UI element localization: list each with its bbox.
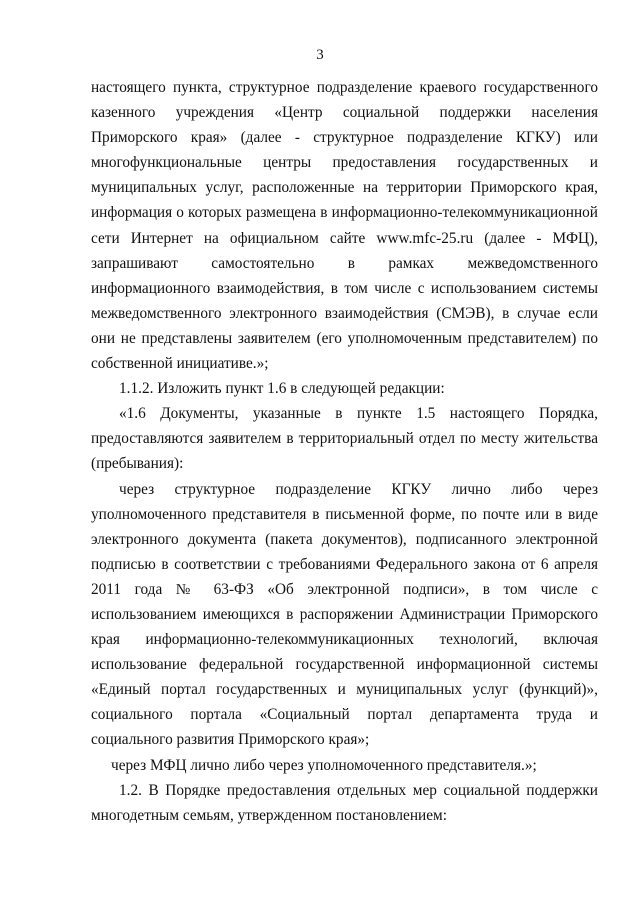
document-body — [91, 75, 598, 828]
paragraph-item-1-1-2: 1.1.2. Изложить пункт 1.6 в следующей редакции: — [119, 380, 445, 398]
paragraph-continuation: настоящего пункта, структурное подразделение краевого государственного казенного учреждения «Центр социальной поддержки населения Приморского края» (далее - структурное подразделение КГКУ) или многофункциональные центры предоставления государственных и муниципальных услуг, расположенные на территории Приморского края, информация о которых размещена в информационно-телекоммуникационной сети Интернет на официальном сайте www.mfc-25.ru (далее - МФЦ), запрашивают самостоятельно в рамках межведомственного информационного взаимодействия, в том числе с использованием системы межведомственного электронного взаимодействия (СМЭВ), в случае если они не представлены заявителем (его уполномоченным представителем) по собственной инициативе.»; — [91, 79, 598, 373]
paragraph-item-1-2: 1.2. В Порядке предоставления отдельных мер социальной поддержки многодетным семьям, утвержденном постановлением: — [91, 781, 598, 824]
page-number: 3 — [316, 47, 324, 63]
paragraph-item-1-6: «1.6 Документы, указанные в пункте 1.5 настоящего Порядка, предоставляются заявителем в территориальный отдел по месту жительства (пребывания): — [91, 405, 598, 473]
paragraph-via-mfc: через МФЦ лично либо через уполномоченного представителя.»; — [111, 756, 537, 774]
paragraph-via-kgku: через структурное подразделение КГКУ лично либо через уполномоченного представителя в письменной форме, по почте или в виде электронного документа (пакета документов), подписанного электронной подписью в соответствии с требованиями Федерального закона от 6 апреля 2011 года № 63-ФЗ «Об электронной подписи», в том числе с использованием имеющихся в распоряжении Администрации Приморского края информационно-телекоммуникационных технологий, включая использование федеральной государственной информационной системы «Единый портал государственных и муниципальных услуг (функций)», социального портала «Социальный портал департамента труда и социального развития Приморского края»; — [91, 480, 598, 749]
